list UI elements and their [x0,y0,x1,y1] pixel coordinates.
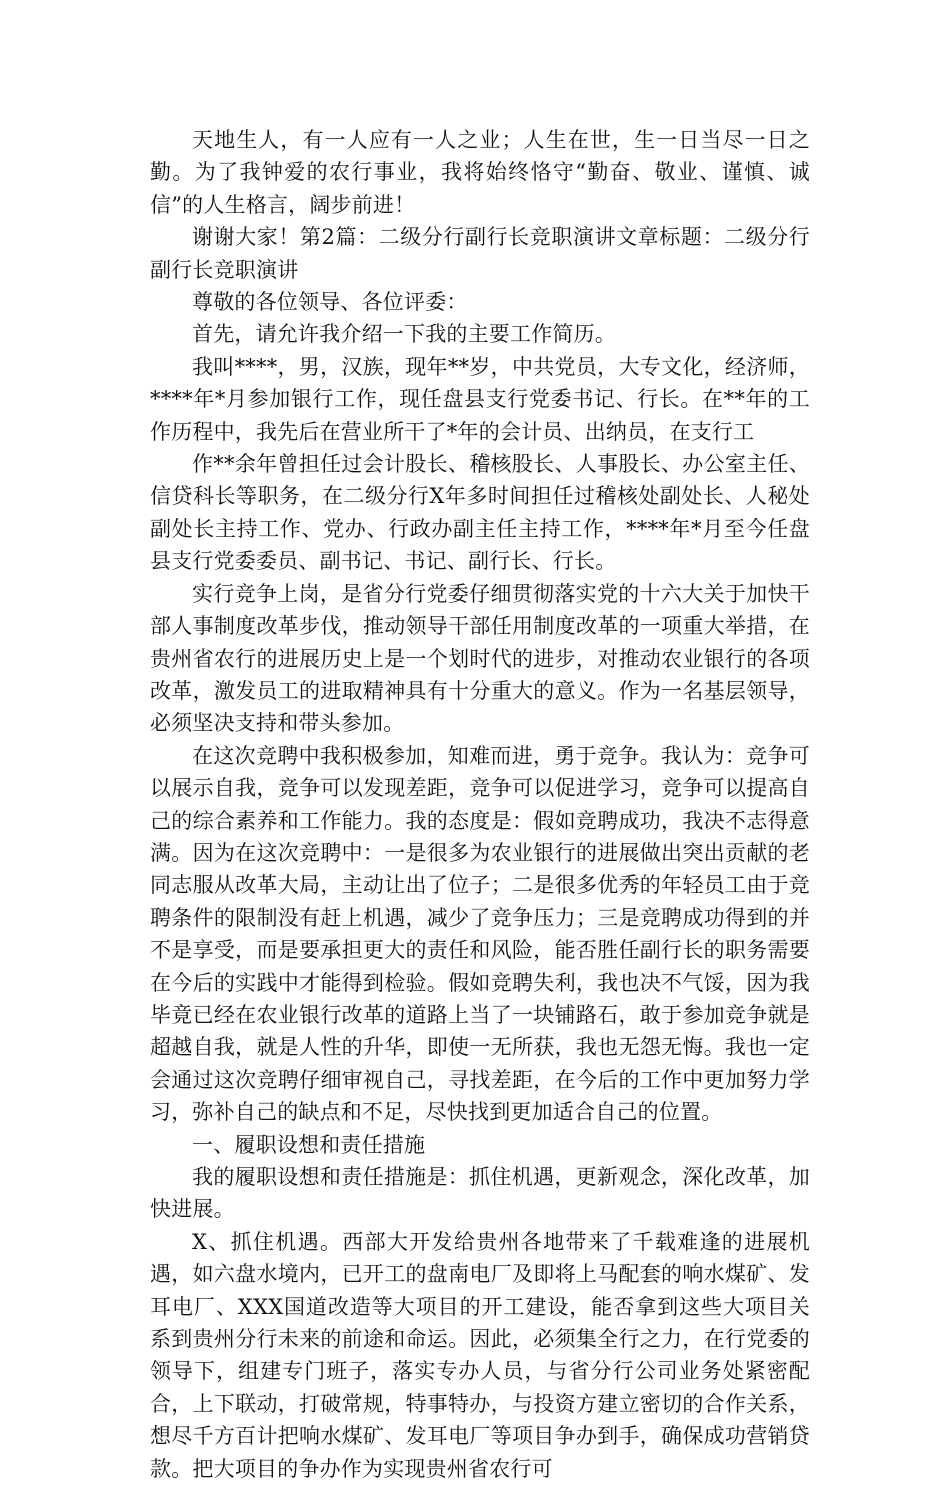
paragraph-plan-summary: 我的履职设想和责任措施是：抓住机遇，更新观念，深化改革，加快进展。 [150,1165,810,1222]
paragraph-article-title: 谢谢大家！第2篇：二级分行副行长竞职演讲文章标题：二级分行副行长竞职演讲 [150,225,810,282]
section-heading: 一、履职设想和责任措施 [192,1132,426,1157]
paragraph-competition-purpose: 实行竞争上岗，是省分行党委仔细贯彻落实党的十六大关于加快干部人事制度改革步伐，推动领导干部任用制度改革的一项重大举措，在贵州省农行的进展历史上是一个划时代的进步，对推动农业银行的各项改革，激发员工的进取精神具有十分重大的意义。作为一名基层领导，必须坚决支持和带头参加。 [150,581,810,736]
document-body [150,124,810,1485]
paragraph-intro: 首先，请允许我介绍一下我的主要工作简历。 [192,322,616,347]
paragraph-closing: 天地生人，有一人应有一人之业；人生在世，生一日当尽一日之勤。为了我钟爱的农行事业，我将始终恪守“勤奋、敬业、谨慎、诚信”的人生格言，阔步前进！ [150,128,810,217]
paragraph-seize-opportunity: X、抓住机遇。西部大开发给贵州各地带来了千载难逢的进展机遇，如六盘水境内，已开工的盘南电厂及即将上马配套的响水煤矿、发耳电厂、XXX国道改造等大项目的开工建设，能否拿到这些大项目关系到贵州分行未来的前途和命运。因此，必须集全行之力，在行党委的领导下，组建专门班子，落实专办人员，与省分行公司业务处紧密配合，上下联动，打破常规，特事特办，与投资方建立密切的合作关系，想尽千方百计把响水煤矿、发耳电厂等项目争办到手，确保成功营销贷款。把大项目的争办作为实现贵州省农行可 [150,1229,810,1481]
paragraph-attitude: 在这次竞聘中我积极参加，知难而进，勇于竞争。我认为：竞争可以展示自我，竞争可以发现差距，竞争可以促进学习，竞争可以提高自己的综合素养和工作能力。我的态度是：假如竞聘成功，我决不志得意满。因为在这次竞聘中：一是很多为农业银行的进展做出突出贡献的老同志服从改革大局，主动让出了位子；二是很多优秀的年轻员工由于竞聘条件的限制没有赶上机遇，减少了竞争压力；三是竞聘成功得到的并不是享受，而是要承担更大的责任和风险，能否胜任副行长的职务需要在今后的实践中才能得到检验。假如竞聘失利，我也决不气馁，因为我毕竟已经在农业银行改革的道路上当了一块铺路石，敢于参加竞争就是超越自我，就是人性的升华，即使一无所获，我也无怨无悔。我也一定会通过这次竞聘仔细审视自己，寻找差距，在今后的工作中更加努力学习，弥补自己的缺点和不足，尽快找到更加适合自己的位置。 [150,743,810,1125]
paragraph-resume: 我叫****，男，汉族，现年**岁，中共党员，大专文化，经济师，****年*月参加银行工作，现任盘县支行党委书记、行长。在**年的工作历程中，我先后在营业所干了*年的会计员、出纳员，在支行工 [150,354,810,444]
paragraph-salutation: 尊敬的各位领导、各位评委： [192,290,468,315]
paragraph-career: 作**余年曾担任过会计股长、稽核股长、人事股长、办公室主任、信贷科长等职务，在二级分行X年多时间担任过稽核处副处长、人秘处副处长主持工作、党办、行政办副主任主持工作，****年*月至今任盘县支行党委委员、副书记、书记、副行长、行长。 [150,452,810,574]
